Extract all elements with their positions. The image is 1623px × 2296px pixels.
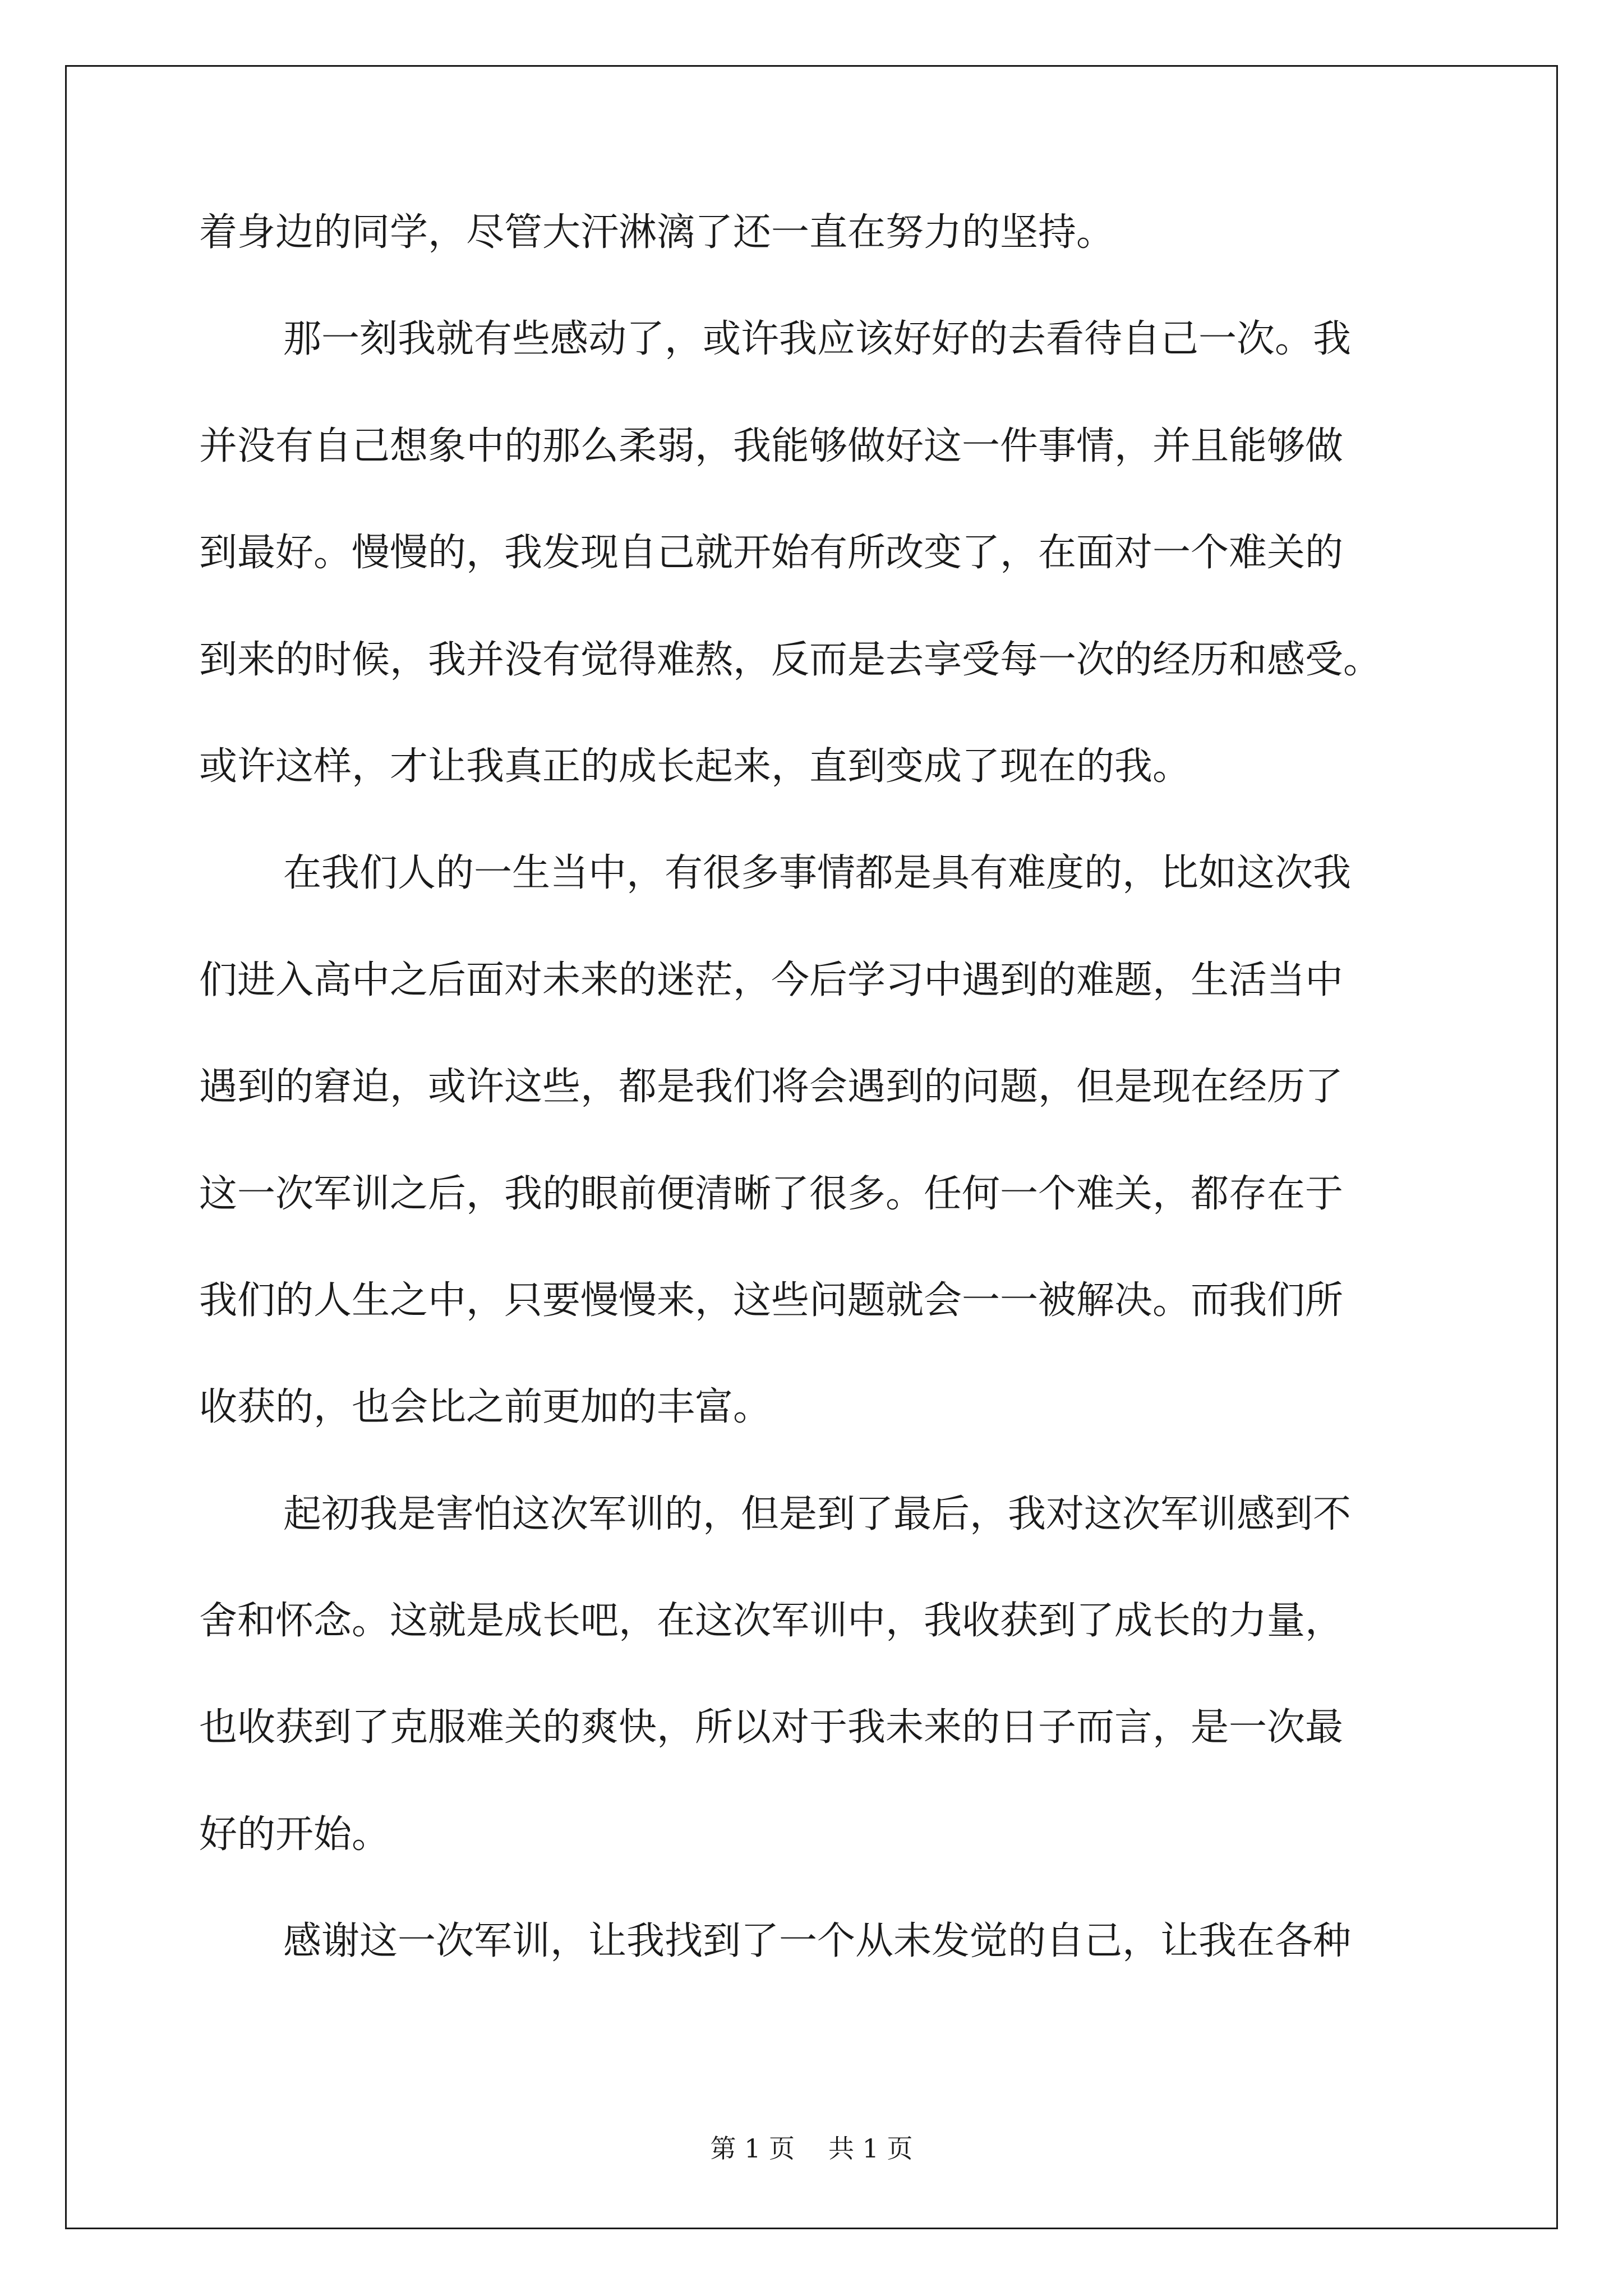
text-line-8: 们进入高中之后面对未来的迷茫，今后学习中遇到的难题，生活当中 xyxy=(199,958,1344,1002)
text-line-4: 到最好。慢慢的，我发现自己就开始有所改变了，在面对一个难关的 xyxy=(199,531,1344,576)
text-line-9: 遇到的窘迫，或许这些，都是我们将会遇到的问题，但是现在经历了 xyxy=(199,1065,1344,1110)
text-line-5: 到来的时候，我并没有觉得难熬，反而是去享受每一次的经历和感受。 xyxy=(199,637,1382,682)
text-line-13: 起初我是害怕这次军训的，但是到了最后，我对这次军训感到不 xyxy=(283,1492,1352,1536)
text-line-15: 也收获到了克服难关的爽快，所以对于我未来的日子而言，是一次最 xyxy=(199,1705,1344,1750)
text-line-16: 好的开始。 xyxy=(199,1812,390,1857)
text-line-10: 这一次军训之后，我的眼前便清晰了很多。任何一个难关，都存在于 xyxy=(199,1171,1344,1216)
text-line-7: 在我们人的一生当中，有很多事情都是具有难度的，比如这次我 xyxy=(283,851,1352,896)
page-number-total: 共 1 页 xyxy=(828,2133,913,2164)
text-line-14: 舍和怀念。这就是成长吧，在这次军训中，我收获到了成长的力量， xyxy=(199,1599,1344,1644)
body-text xyxy=(199,208,1430,2023)
text-line-2: 那一刻我就有些感动了，或许我应该好好的去看待自己一次。我 xyxy=(283,317,1352,362)
text-line-17: 感谢这一次军训，让我找到了一个从未发觉的自己，让我在各种 xyxy=(283,1919,1352,1964)
text-line-6: 或许这样，才让我真正的成长起来，直到变成了现在的我。 xyxy=(199,744,1191,789)
text-line-11: 我们的人生之中，只要慢慢来，这些问题就会一一被解决。而我们所 xyxy=(199,1278,1344,1323)
text-line-1: 着身边的同学，尽管大汗淋漓了还一直在努力的坚持。 xyxy=(199,210,1115,255)
text-line-12: 收获的，也会比之前更加的丰富。 xyxy=(199,1385,772,1430)
text-line-3: 并没有自己想象中的那么柔弱，我能够做好这一件事情，并且能够做 xyxy=(199,424,1344,468)
page-footer xyxy=(0,2132,1623,2165)
page-number-current: 第 1 页 xyxy=(710,2133,795,2164)
